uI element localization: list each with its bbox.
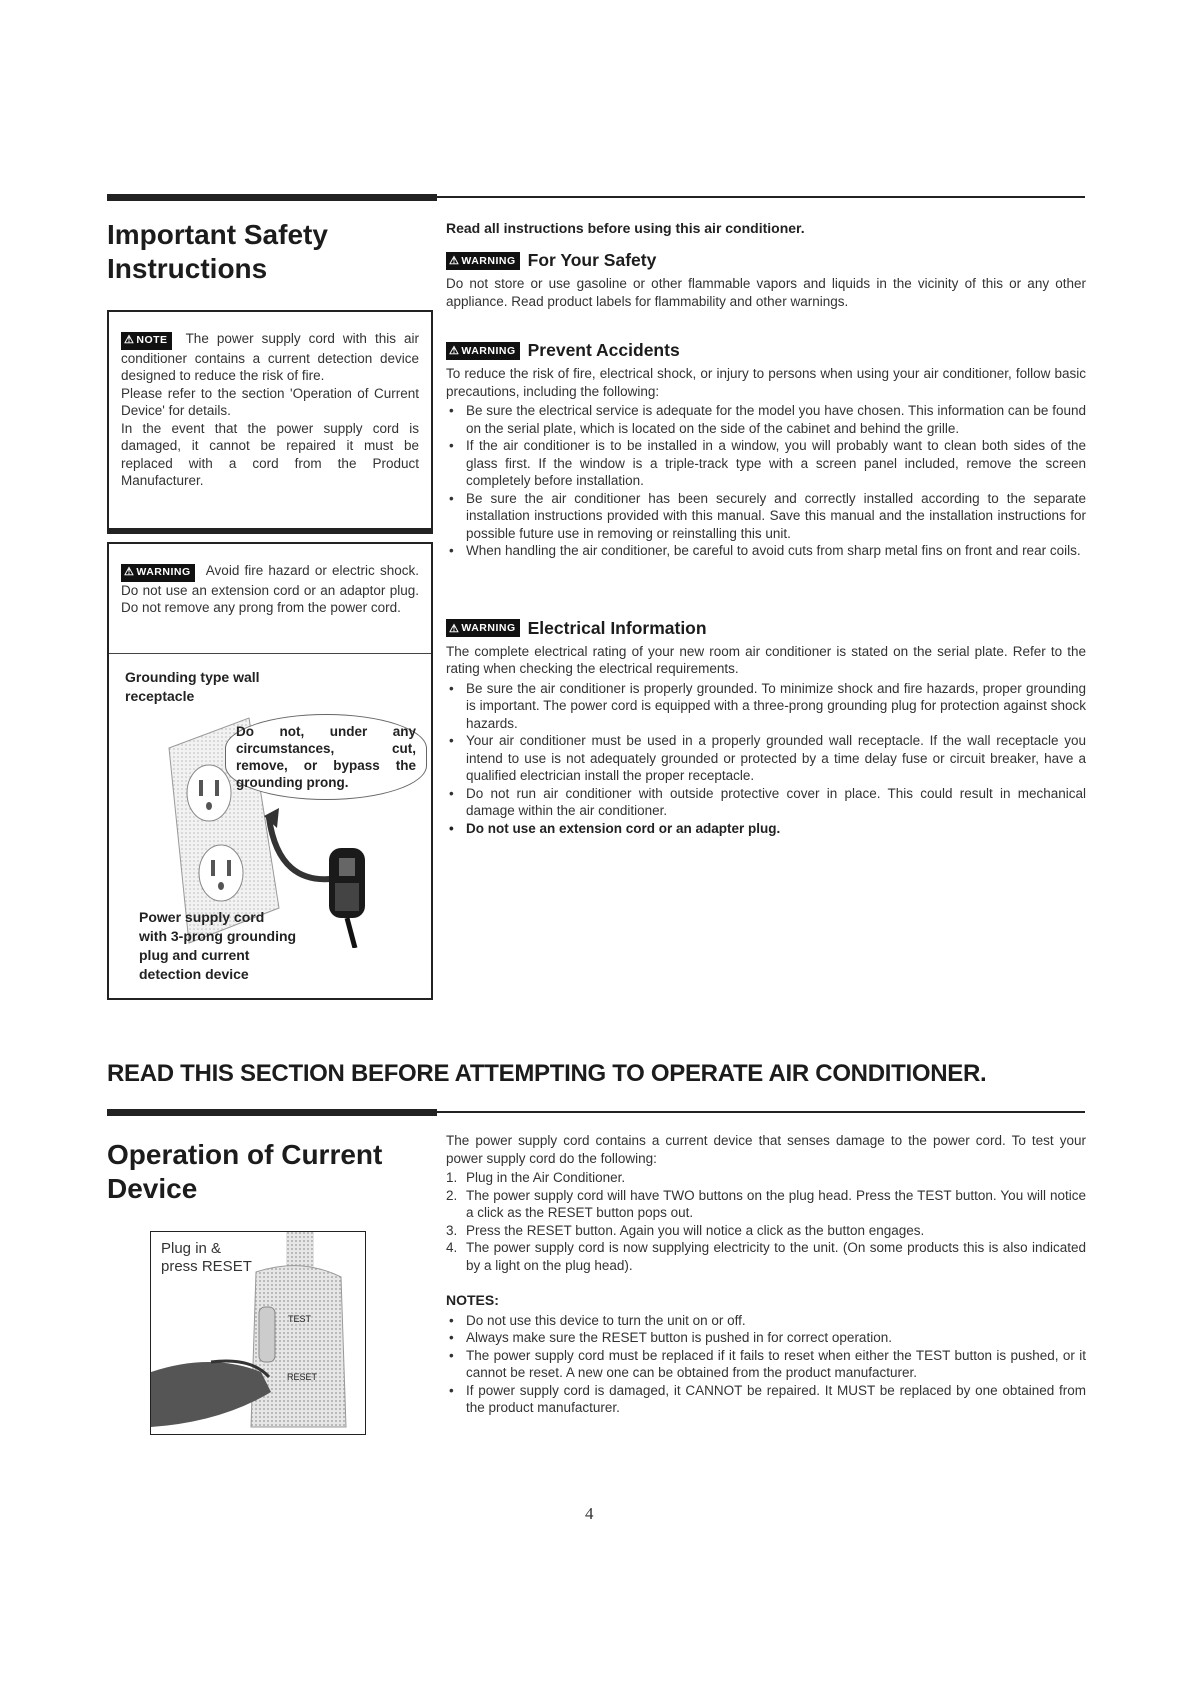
section-rule-thick [107, 1109, 437, 1116]
list-item: • Do not run air conditioner with outside protective cover in place. This could result in mechanical damage within the air conditioner. [446, 785, 1086, 820]
photo-label: Plug in & press RESET [161, 1240, 252, 1275]
operation-title-line1: Operation of Current [107, 1139, 383, 1170]
prevent-list [446, 402, 1086, 560]
section-rule-thick [107, 194, 437, 201]
warning-triangle-icon: ⚠ [449, 622, 460, 635]
list-item: • Be sure the electrical service is adequate for the model you have chosen. This information can be found on the serial plate, which is located on the side of the cabinet and behind the grille. [446, 402, 1086, 437]
list-item: • The power supply cord must be replaced if it fails to reset when either the TEST button is pushed, or it cannot be reset. A new one can be obtained from the product manufacturer. [446, 1347, 1086, 1382]
note-badge: ⚠ NOTE [121, 332, 172, 350]
section-rule-thin [437, 1111, 1085, 1113]
prevent-heading [446, 340, 1086, 361]
warning-triangle-icon: ⚠ [449, 345, 460, 357]
safety-title-line2: Instructions [107, 253, 268, 284]
step-item: 1. Plug in the Air Conditioner. [446, 1170, 626, 1185]
list-item: • Do not use this device to turn the unit on or off. [446, 1312, 1086, 1330]
list-item: • Be sure the air conditioner has been securely and correctly installed according to the separate installation instructions provided with this manual. Save this manual and the installation instructions for possible future use in removing or reinstalling this unit. [446, 490, 1086, 543]
for-safety-heading [446, 250, 1086, 271]
page-number: 4 [585, 1504, 594, 1523]
warning-triangle-icon: ⚠ [449, 255, 460, 267]
plug-icon [329, 848, 365, 948]
note-text-2: Please refer to the section 'Operation of Current Device' for details. [121, 385, 419, 419]
list-item: • If the air conditioner is to be installed in a window, you will probably want to clean both sides of the glass first. If the window is a triple-track type with a screen panel included, remove the screen completely before installation. [446, 437, 1086, 490]
operation-title-line2: Device [107, 1173, 198, 1204]
step-item: 4. The power supply cord is now supplying electricity to the unit. (On some products this is also indicated by a light on the plug head). [446, 1240, 1086, 1273]
list-item: • Be sure the air conditioner is properly grounded. To minimize shock and fire hazards, proper grounding is important. The power cord is equipped with a three-prong grounding plug for protection against shock hazards. [446, 680, 1086, 733]
electrical-intro: The complete electrical rating of your new room air conditioner is stated on the serial plate. Refer to the rating when checking the electrical requirements. [446, 643, 1086, 676]
electrical-list [446, 680, 1086, 838]
list-item: • When handling the air conditioner, be careful to avoid cuts from sharp metal fins on front and rear coils. [446, 542, 1086, 560]
grounding-warning-bubble: Do not, under any circumstances, cut, remove, or bypass the grounding prong. [225, 714, 427, 800]
warning-badge: ⚠ WARNING [446, 342, 520, 360]
warning-badge: ⚠ WARNING [121, 564, 195, 582]
warning-triangle-icon: ⚠ [124, 334, 135, 346]
for-safety-text: Do not store or use gasoline or other flammable vapors and liquids in the vicinity of this or any other appliance. Read product labels for flammability and other warnings. [446, 276, 1086, 309]
reset-photo [150, 1231, 366, 1435]
grounding-figure [109, 654, 431, 998]
photo-test-label: TEST [288, 1314, 312, 1324]
prevent-title: Prevent Accidents [527, 340, 680, 360]
list-item: • If power supply cord is damaged, it CANNOT be repaired. It MUST be replaced by one obtained from the product manufacturer. [446, 1382, 1086, 1417]
for-safety-title: For Your Safety [527, 250, 657, 270]
warning-badge: ⚠ WARNING [446, 619, 520, 637]
operation-intro: The power supply cord contains a current device that senses damage to the power cord. To test your power supply cord do the following: [446, 1133, 1086, 1166]
notes-title: NOTES: [446, 1292, 499, 1308]
safety-title-line1: Important Safety [107, 219, 328, 250]
operation-title [107, 1138, 382, 1206]
list-item: • Always make sure the RESET button is pushed in for correct operation. [446, 1329, 1086, 1347]
notes-list [446, 1312, 1086, 1417]
figure-label-cord: Power supply cord with 3-prong grounding plug and current detection device [139, 909, 297, 982]
list-item: • Your air conditioner must be used in a properly grounded wall receptacle. If the wall receptacle you intend to use is not adequately grounded or protected by a time delay fuse or circuit breaker, have a qualified electrician install the proper receptacle. [446, 732, 1086, 785]
warning-triangle-icon: ⚠ [124, 566, 135, 578]
right-column [446, 220, 1086, 837]
list-item-bold: • Do not use an extension cord or an adapter plug. [446, 820, 1086, 838]
note-box [107, 310, 433, 534]
prevent-intro: To reduce the risk of fire, electrical shock, or injury to persons when using your air conditioner, follow basic precautions, including the following: [446, 366, 1086, 399]
step-item: 2. The power supply cord will have TWO buttons on the plug head. Press the TEST button. You will notice a click as the RESET button pops out. [446, 1187, 1086, 1220]
electrical-title: Electrical Information [527, 617, 707, 638]
warning-box-text-area [109, 544, 431, 654]
safety-title [107, 218, 328, 286]
warning-badge: ⚠ WARNING [446, 252, 520, 270]
operate-banner: READ THIS SECTION BEFORE ATTEMPTING TO OPERATE AIR CONDITIONER. [107, 1060, 987, 1087]
figure-label-receptacle: Grounding type wall receptacle [125, 669, 260, 704]
electrical-heading [446, 618, 1086, 639]
read-all-notice: Read all instructions before using this air conditioner. [446, 220, 805, 236]
note-text-3: In the event that the power supply cord is damaged, it cannot be repaired it must be replaced with a cord from the Product Manufacturer. [121, 420, 419, 489]
note-text: The power supply cord with this air conditioner contains a current detection device designed to reduce the risk of fire. [121, 331, 419, 384]
operation-steps [446, 1169, 1086, 1274]
warning-box [107, 542, 433, 1000]
photo-reset-label: RESET [287, 1372, 318, 1382]
step-item: 3. Press the RESET button. Again you will notice a click as the button engages. [446, 1222, 925, 1238]
warning-box-text: Avoid fire hazard or electric shock. Do not use an extension cord or an adaptor plug. Do not remove any prong from the power cord. [121, 563, 419, 616]
operation-right-column [446, 1132, 1086, 1417]
section-rule-thin [437, 196, 1085, 198]
